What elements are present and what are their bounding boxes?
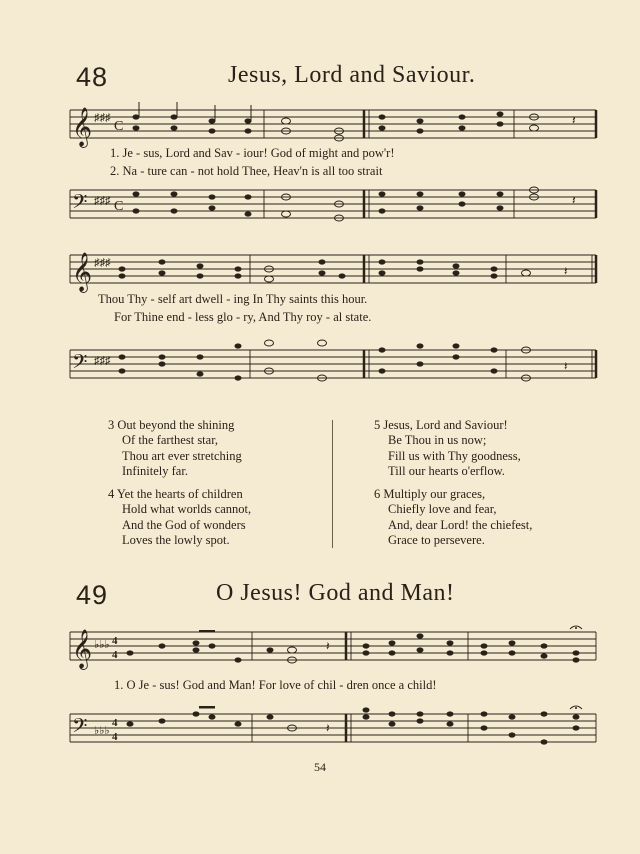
stanza-4-line-2: Hold what worlds cannot, (122, 502, 252, 517)
svg-text:♭♭♭: ♭♭♭ (94, 725, 110, 737)
hymn-48-system2-verse1: Thou Thy - self art dwell - ing In Thy saints this hour. (98, 292, 368, 306)
stanza-4 (108, 487, 251, 549)
stanza-5-line-3: Fill us with Thy goodness, (388, 448, 521, 463)
svg-text:𝄽: 𝄽 (564, 264, 568, 278)
stanza-3-line-2: Of the farthest star, (122, 433, 218, 448)
hymn-48-system1-bass-staff (64, 180, 604, 230)
stanza-3 (108, 418, 242, 480)
stanza-5-line-4: Till our hearts o'erflow. (388, 464, 505, 479)
svg-text:𝄽: 𝄽 (564, 359, 568, 373)
stanza-4-line-1: 4 Yet the hearts of children (108, 487, 243, 501)
hymn-48-system1-treble-staff (64, 100, 604, 150)
stanza-3-line-4: Infinitely far. (122, 464, 188, 479)
hymn-48-system1-verse2: 2. Na - ture can - not hold Thee, Heav'n is all too strait (110, 164, 383, 178)
svg-text:𝄽: 𝄽 (572, 193, 576, 207)
hymn-48-system2-bass-staff (64, 336, 604, 391)
svg-text:♯♯♯: ♯♯♯ (94, 355, 111, 367)
stanza-5 (374, 418, 521, 480)
svg-text:𝄽: 𝄽 (326, 639, 330, 653)
hymn-49-treble-staff (64, 622, 604, 674)
svg-text:4: 4 (112, 635, 118, 647)
svg-text:𝄢: 𝄢 (72, 192, 88, 218)
stanza-6 (374, 487, 532, 549)
svg-text:𝄞: 𝄞 (72, 631, 93, 668)
svg-text:4: 4 (112, 731, 118, 743)
stanza-6-line-3: And, dear Lord! the chiefest, (388, 517, 533, 532)
svg-text:4: 4 (112, 649, 118, 661)
stanza-6-line-2: Chiefly love and fear, (388, 502, 497, 517)
stanza-3-line-1: 3 Out beyond the shining (108, 418, 235, 432)
stanza-6-line-4: Grace to persevere. (388, 533, 485, 548)
svg-text:𝄽: 𝄽 (572, 113, 576, 127)
svg-text:♯♯♯: ♯♯♯ (94, 257, 111, 269)
stanza-4-line-3: And the God of wonders (122, 517, 246, 532)
hymn-48-system2-verse2: For Thine end - less glo - ry, And Thy roy - al state. (114, 310, 372, 324)
svg-text:𝄢: 𝄢 (72, 716, 88, 742)
hymn-48-title: Jesus, Lord and Saviour. (228, 62, 476, 88)
svg-text:C: C (114, 199, 124, 214)
hymn-49-bass-staff (64, 700, 604, 752)
svg-text:𝄞: 𝄞 (72, 254, 93, 291)
hymn-49-verse1: 1. O Je - sus! God and Man! For love of chil - dren once a child! (114, 678, 437, 692)
hymn-49-title: O Jesus! God and Man! (216, 580, 455, 606)
svg-text:♯♯♯: ♯♯♯ (94, 195, 111, 207)
stanza-5-line-2: Be Thou in us now; (388, 433, 487, 448)
svg-text:C: C (114, 119, 124, 134)
hymn-48-system1-verse1: 1. Je - sus, Lord and Sav - iour! God of might and pow'r! (110, 146, 395, 160)
stanza-3-line-3: Thou art ever stretching (122, 448, 242, 463)
hymn-49-number: 49 (76, 580, 109, 610)
hymn-48-number: 48 (76, 62, 109, 92)
stanza-6-line-1: 6 Multiply our graces, (374, 487, 486, 501)
svg-text:♯♯♯: ♯♯♯ (94, 112, 111, 124)
stanza-divider (332, 420, 333, 548)
svg-text:𝄽: 𝄽 (326, 721, 330, 735)
svg-text:4: 4 (112, 717, 118, 729)
svg-text:𝄢: 𝄢 (72, 352, 88, 378)
svg-text:♭♭♭: ♭♭♭ (94, 639, 110, 651)
stanza-4-line-4: Loves the lowly spot. (122, 533, 230, 548)
stanza-5-line-1: 5 Jesus, Lord and Saviour! (374, 418, 508, 432)
page-number: 54 (314, 760, 326, 774)
svg-text:𝄞: 𝄞 (72, 109, 93, 146)
hymn-48-system2-treble-staff (64, 245, 604, 295)
